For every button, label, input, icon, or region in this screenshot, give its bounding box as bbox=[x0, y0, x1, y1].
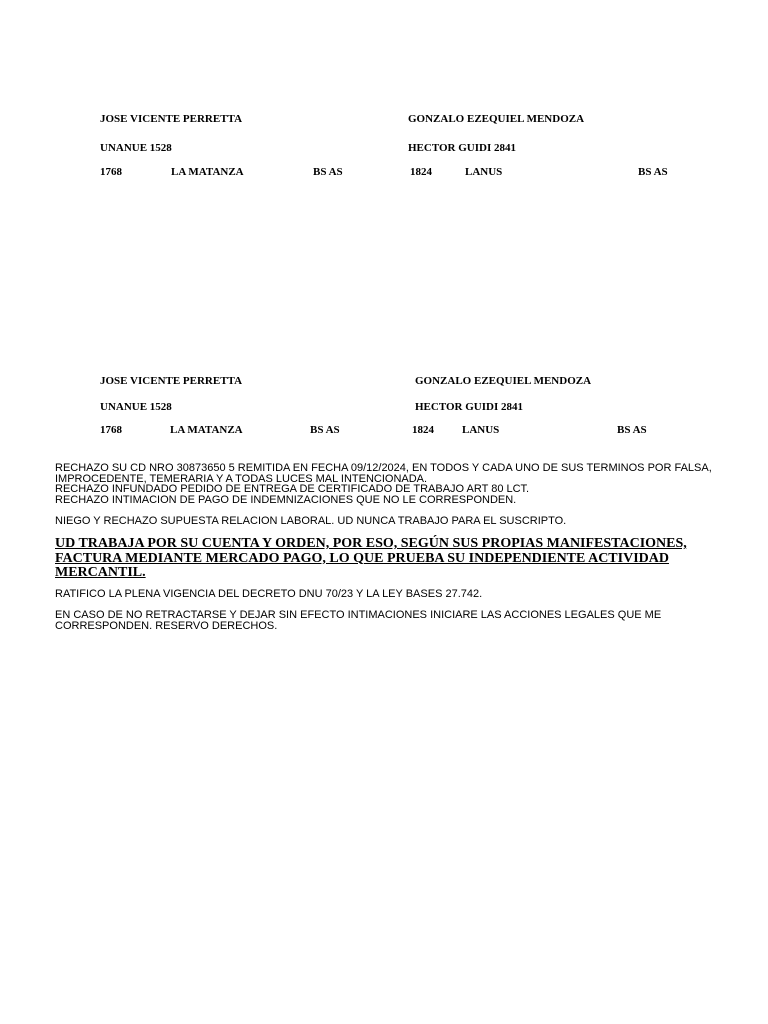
sender-postcode: 1768 bbox=[100, 166, 122, 178]
recipient-name: GONZALO EZEQUIEL MENDOZA bbox=[408, 113, 585, 125]
sender-province: BS AS bbox=[310, 424, 340, 436]
recipient-street: HECTOR GUIDI 2841 bbox=[408, 142, 516, 154]
recipient-postcode: 1824 bbox=[410, 166, 432, 178]
sender-city: LA MATANZA bbox=[170, 424, 243, 436]
closing-text: EN CASO DE NO RETRACTARSE Y DEJAR SIN EFECTO INTIMACIONES INICIARE LAS ACCIONES LEGALES QUE ME CORRESPONDEN. RESERVO DERECHOS. bbox=[55, 609, 662, 632]
recipient-city: LANUS bbox=[465, 166, 503, 178]
ratification-text: RATIFICO LA PLENA VIGENCIA DEL DECRETO DNU 70/23 Y LA LEY BASES 27.742. bbox=[55, 588, 483, 600]
sender-street: UNANUE 1528 bbox=[100, 142, 172, 154]
rejection-line: RECHAZO INTIMACION DE PAGO DE INDEMNIZACIONES QUE NO LE CORRESPONDEN. bbox=[55, 493, 517, 506]
emphasis-paragraph: UD TRABAJA POR SU CUENTA Y ORDEN, POR ESO, SEGÚN SUS PROPIAS MANIFESTACIONES, FACTURA MEDIANTE MERCADO PAGO, LO QUE PRUEBA SU INDEPENDIENTE ACTIVIDAD MERCANTIL. bbox=[55, 536, 687, 580]
sender-province: BS AS bbox=[313, 166, 343, 178]
sender-city: LA MATANZA bbox=[171, 166, 244, 178]
sender-name: JOSE VICENTE PERRETTA bbox=[100, 375, 243, 387]
recipient-postcode: 1824 bbox=[412, 424, 434, 436]
recipient-name: GONZALO EZEQUIEL MENDOZA bbox=[415, 375, 592, 387]
rejection-line: RECHAZO INFUNDADO PEDIDO DE ENTREGA DE CERTIFICADO DE TRABAJO ART 80 LCT. bbox=[55, 483, 530, 495]
denial-paragraph bbox=[55, 516, 715, 527]
sender-street: UNANUE 1528 bbox=[100, 401, 172, 413]
rejection-paragraph bbox=[55, 463, 715, 505]
sender-postcode: 1768 bbox=[100, 424, 122, 436]
recipient-street: HECTOR GUIDI 2841 bbox=[415, 401, 523, 413]
ratification-paragraph bbox=[55, 589, 715, 600]
sender-name: JOSE VICENTE PERRETTA bbox=[100, 113, 243, 125]
recipient-province: BS AS bbox=[638, 166, 668, 178]
rejection-line: RECHAZO SU CD NRO 30873650 5 REMITIDA EN FECHA 09/12/2024, EN TODOS Y CADA UNO DE SUS TERMINOS POR FALSA, IMPROCEDENTE, TEMERARIA Y A TODAS LUCES MAL INTENCIONADA. bbox=[55, 462, 712, 485]
recipient-province: BS AS bbox=[617, 424, 647, 436]
closing-paragraph bbox=[55, 610, 715, 631]
recipient-city: LANUS bbox=[462, 424, 500, 436]
denial-text: NIEGO Y RECHAZO SUPUESTA RELACION LABORAL. UD NUNCA TRABAJO PARA EL SUSCRIPTO. bbox=[55, 515, 567, 527]
